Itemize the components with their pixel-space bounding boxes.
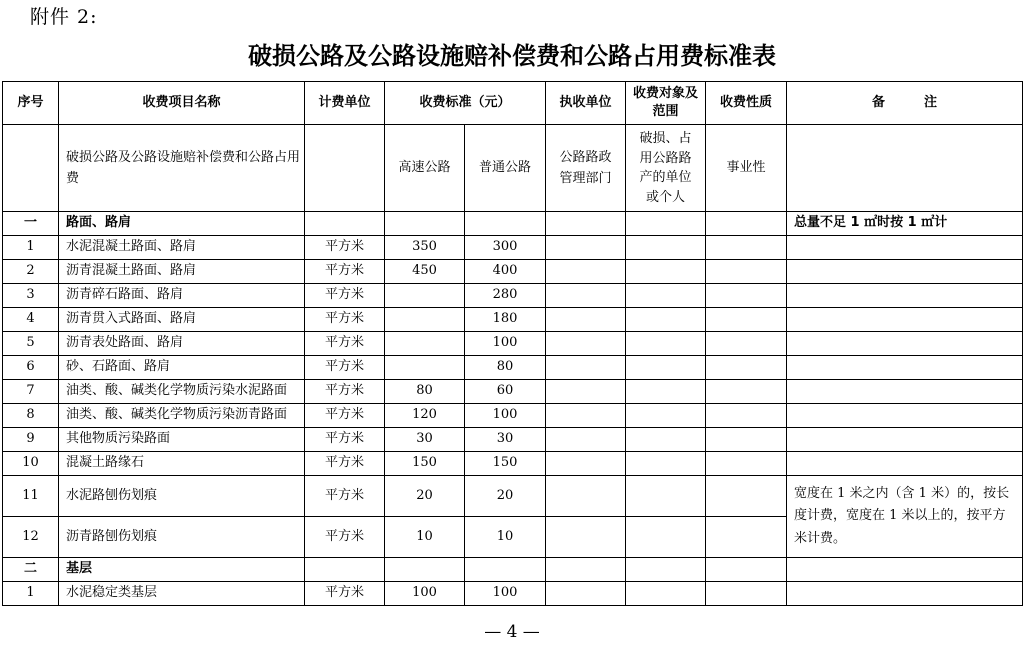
row-ordinary-fee: 20 [465, 476, 546, 517]
subheader-target: 破损、占用公路路产的单位或个人 [626, 125, 706, 212]
row-highway-fee [385, 284, 465, 308]
row-unit: 平方米 [305, 332, 385, 356]
row-item-name: 沥青贯入式路面、路肩 [59, 308, 305, 332]
row-seq: 12 [3, 517, 59, 558]
row-collector [546, 380, 626, 404]
row-target [626, 582, 706, 606]
row-collector [546, 452, 626, 476]
row-nature [706, 284, 787, 308]
section-seq: 二 [3, 558, 59, 582]
row-nature [706, 236, 787, 260]
row-target [626, 236, 706, 260]
row-remark [787, 284, 1023, 308]
row-nature [706, 332, 787, 356]
row-unit: 平方米 [305, 476, 385, 517]
row-nature [706, 260, 787, 284]
row-highway-fee: 120 [385, 404, 465, 428]
row-unit: 平方米 [305, 308, 385, 332]
row-ordinary-fee: 100 [465, 404, 546, 428]
row-seq: 6 [3, 356, 59, 380]
row-ordinary-fee: 150 [465, 452, 546, 476]
row-remark [787, 356, 1023, 380]
header-target: 收费对象及范围 [626, 82, 706, 125]
row-item-name: 油类、酸、碱类化学物质污染水泥路面 [59, 380, 305, 404]
header-unit: 计费单位 [305, 82, 385, 125]
table-row [3, 236, 1023, 260]
row-target [626, 356, 706, 380]
row-item-name: 水泥混凝土路面、路肩 [59, 236, 305, 260]
row-item-name: 油类、酸、碱类化学物质污染沥青路面 [59, 404, 305, 428]
row-highway-fee: 450 [385, 260, 465, 284]
row-highway-fee: 150 [385, 452, 465, 476]
row-nature [706, 380, 787, 404]
row-collector [546, 476, 626, 517]
row-seq: 4 [3, 308, 59, 332]
empty-cell [546, 212, 626, 236]
section-row [3, 212, 1023, 236]
row-highway-fee: 80 [385, 380, 465, 404]
empty-cell [626, 558, 706, 582]
section-row [3, 558, 1023, 582]
row-ordinary-fee: 100 [465, 582, 546, 606]
row-remark [787, 236, 1023, 260]
row-item-name: 水泥路刨伤划痕 [59, 476, 305, 517]
empty-cell [305, 558, 385, 582]
row-item-name: 沥青表处路面、路肩 [59, 332, 305, 356]
row-ordinary-fee: 10 [465, 517, 546, 558]
row-highway-fee [385, 356, 465, 380]
row-unit: 平方米 [305, 452, 385, 476]
table-row [3, 452, 1023, 476]
row-item-name: 其他物质污染路面 [59, 428, 305, 452]
table-row [3, 308, 1023, 332]
header-remark: 备 注 [787, 82, 1023, 125]
row-remark [787, 428, 1023, 452]
row-unit: 平方米 [305, 260, 385, 284]
row-collector [546, 517, 626, 558]
header-seq: 序号 [3, 82, 59, 125]
row-seq: 11 [3, 476, 59, 517]
row-collector [546, 428, 626, 452]
row-collector [546, 332, 626, 356]
row-unit: 平方米 [305, 380, 385, 404]
row-seq: 7 [3, 380, 59, 404]
empty-cell [706, 212, 787, 236]
table-row [3, 476, 1023, 517]
row-highway-fee: 350 [385, 236, 465, 260]
empty-cell [465, 212, 546, 236]
row-seq: 3 [3, 284, 59, 308]
row-item-name: 砂、石路面、路肩 [59, 356, 305, 380]
row-remark [787, 308, 1023, 332]
row-item-name: 混凝土路缘石 [59, 452, 305, 476]
row-item-name: 沥青碎石路面、路肩 [59, 284, 305, 308]
subheader-collector: 公路路政管理部门 [546, 125, 626, 212]
row-seq: 10 [3, 452, 59, 476]
page-title: 破损公路及公路设施赔补偿费和公路占用费标准表 [248, 42, 776, 70]
row-collector [546, 260, 626, 284]
row-target [626, 476, 706, 517]
empty-cell [465, 558, 546, 582]
section-name: 基层 [59, 558, 305, 582]
row-collector [546, 236, 626, 260]
row-seq: 2 [3, 260, 59, 284]
row-nature [706, 308, 787, 332]
header-standard: 收费标准（元） [385, 82, 546, 125]
empty-cell [546, 558, 626, 582]
row-nature [706, 476, 787, 517]
table-row [3, 404, 1023, 428]
row-ordinary-fee: 280 [465, 284, 546, 308]
row-nature [706, 517, 787, 558]
row-ordinary-fee: 300 [465, 236, 546, 260]
row-unit: 平方米 [305, 428, 385, 452]
row-target [626, 517, 706, 558]
fee-standard-table [2, 81, 1023, 606]
row-highway-fee [385, 308, 465, 332]
row-unit: 平方米 [305, 582, 385, 606]
row-remark [787, 332, 1023, 356]
row-highway-fee [385, 332, 465, 356]
section-remark: 总量不足 1 ㎡时按 1 ㎡计 [787, 212, 1023, 236]
subheader-nature: 事业性 [706, 125, 787, 212]
row-remark: 宽度在 1 米之内（含 1 米）的，按长度计费，宽度在 1 米以上的，按平方米计费。 [787, 476, 1023, 558]
row-seq: 1 [3, 236, 59, 260]
subheader-remark [787, 125, 1023, 212]
table-row [3, 582, 1023, 606]
row-collector [546, 308, 626, 332]
empty-cell [706, 558, 787, 582]
row-target [626, 452, 706, 476]
row-remark [787, 380, 1023, 404]
row-remark [787, 260, 1023, 284]
row-collector [546, 284, 626, 308]
row-collector [546, 582, 626, 606]
row-ordinary-fee: 100 [465, 332, 546, 356]
page-number: — 4 — [484, 622, 540, 642]
row-ordinary-fee: 60 [465, 380, 546, 404]
row-ordinary-fee: 80 [465, 356, 546, 380]
row-target [626, 428, 706, 452]
section-seq: 一 [3, 212, 59, 236]
row-nature [706, 356, 787, 380]
empty-cell [305, 212, 385, 236]
table-row [3, 284, 1023, 308]
row-collector [546, 404, 626, 428]
row-seq: 1 [3, 582, 59, 606]
row-ordinary-fee: 180 [465, 308, 546, 332]
subheader-highway: 高速公路 [385, 125, 465, 212]
empty-cell [626, 212, 706, 236]
row-unit: 平方米 [305, 517, 385, 558]
row-highway-fee: 20 [385, 476, 465, 517]
row-unit: 平方米 [305, 356, 385, 380]
row-unit: 平方米 [305, 284, 385, 308]
table-row [3, 380, 1023, 404]
row-remark [787, 404, 1023, 428]
empty-cell [385, 558, 465, 582]
row-item-name: 沥青路刨伤划痕 [59, 517, 305, 558]
row-seq: 9 [3, 428, 59, 452]
table-row [3, 356, 1023, 380]
row-target [626, 332, 706, 356]
empty-cell [787, 558, 1023, 582]
subheader-unit [305, 125, 385, 212]
subheader-item-name: 破损公路及公路设施赔补偿费和公路占用费 [59, 125, 305, 212]
row-highway-fee: 100 [385, 582, 465, 606]
table-row [3, 332, 1023, 356]
row-target [626, 380, 706, 404]
attachment-label: 附件 2: [30, 6, 98, 28]
table-header-row [3, 82, 1023, 125]
table-row [3, 428, 1023, 452]
row-seq: 8 [3, 404, 59, 428]
row-ordinary-fee: 400 [465, 260, 546, 284]
subheader-ordinary: 普通公路 [465, 125, 546, 212]
row-highway-fee: 30 [385, 428, 465, 452]
header-nature: 收费性质 [706, 82, 787, 125]
row-target [626, 308, 706, 332]
header-item-name: 收费项目名称 [59, 82, 305, 125]
row-nature [706, 404, 787, 428]
table-row [3, 260, 1023, 284]
row-target [626, 284, 706, 308]
row-item-name: 沥青混凝土路面、路肩 [59, 260, 305, 284]
row-nature [706, 428, 787, 452]
subheader-seq [3, 125, 59, 212]
row-remark [787, 582, 1023, 606]
row-highway-fee: 10 [385, 517, 465, 558]
row-target [626, 260, 706, 284]
row-item-name: 水泥稳定类基层 [59, 582, 305, 606]
table-subheader-row [3, 125, 1023, 212]
row-unit: 平方米 [305, 236, 385, 260]
header-collector: 执收单位 [546, 82, 626, 125]
row-nature [706, 582, 787, 606]
row-target [626, 404, 706, 428]
row-seq: 5 [3, 332, 59, 356]
section-name: 路面、路肩 [59, 212, 305, 236]
empty-cell [385, 212, 465, 236]
row-remark [787, 452, 1023, 476]
row-ordinary-fee: 30 [465, 428, 546, 452]
row-nature [706, 452, 787, 476]
row-collector [546, 356, 626, 380]
row-unit: 平方米 [305, 404, 385, 428]
